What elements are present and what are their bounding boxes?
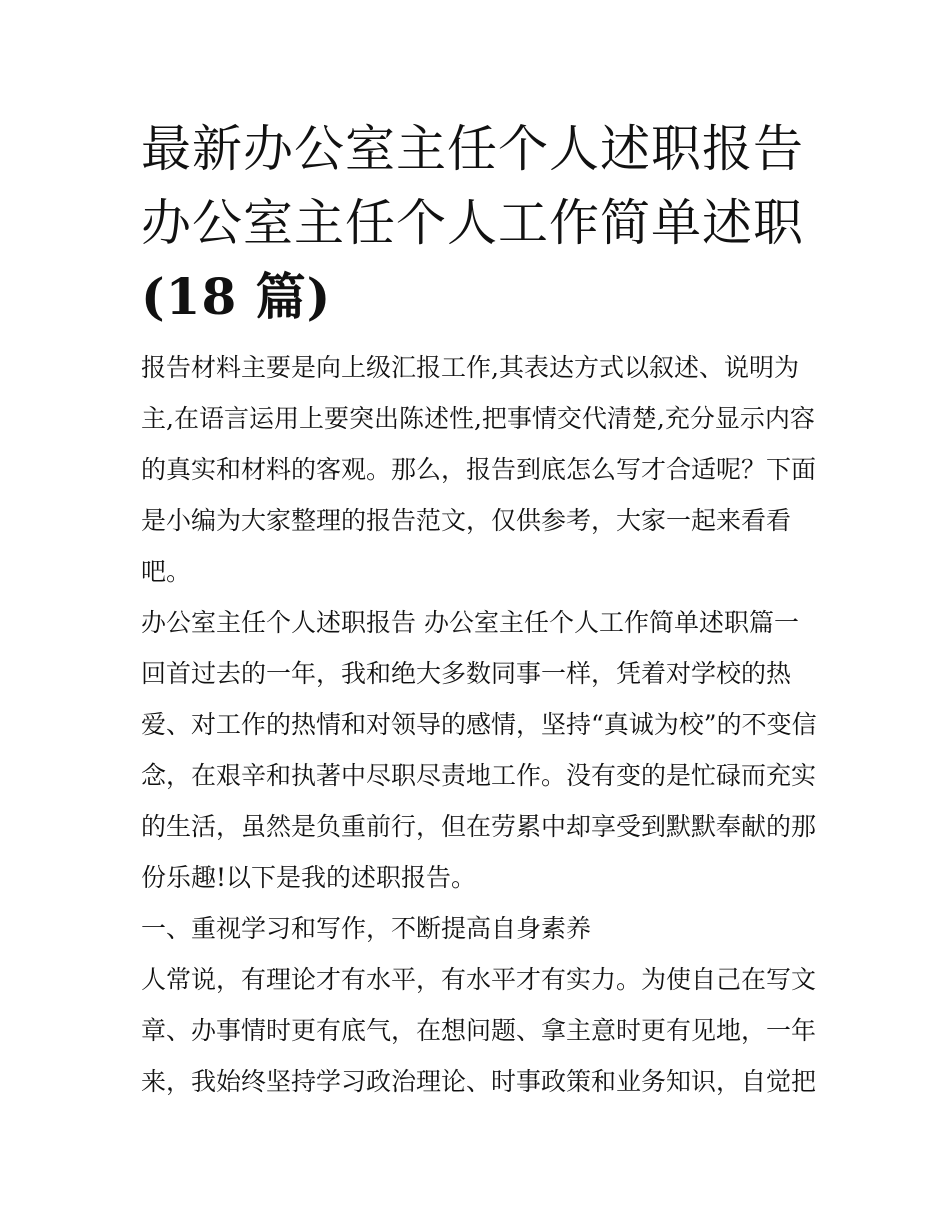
text-line: 主,在语言运用上要突出陈述性,把事情交代清楚,充分显示内容 — [141, 404, 815, 433]
text-line: 的真实和材料的客观。那么，报告到底怎么写才合适呢？下面 — [141, 455, 817, 484]
text-line: 人常说，有理论才有水平，有水平才有实力。为使自己在写文 — [141, 965, 817, 994]
text-line: 一、重视学习和写作，不断提高自身素养 — [141, 914, 592, 943]
body-paragraph — [141, 954, 816, 1107]
body-paragraph — [141, 648, 816, 903]
text-line: 份乐趣!以下是我的述职报告。 — [141, 863, 477, 892]
text-line: 吧。 — [141, 557, 192, 586]
title-line: (18 篇) — [141, 267, 332, 326]
text-line: 报告材料主要是向上级汇报工作,其表达方式以叙述、说明为 — [141, 353, 799, 382]
text-line: 是小编为大家整理的报告范文，仅供参考，大家一起来看看 — [141, 506, 792, 535]
document-title — [141, 112, 816, 334]
title-line: 办公室主任个人工作简单述职 — [141, 194, 804, 252]
section-heading — [141, 597, 816, 648]
text-line: 回首过去的一年，我和绝大多数同事一样，凭着对学校的热 — [141, 659, 792, 688]
text-line: 念，在艰辛和执著中尽职尽责地工作。没有变的是忙碌而充实 — [141, 761, 817, 790]
text-line: 章、办事情时更有底气，在想问题、拿主意时更有见地，一年 — [141, 1016, 817, 1045]
text-line: 的生活，虽然是负重前行，但在劳累中却享受到默默奉献的那 — [141, 812, 817, 841]
subsection-heading — [141, 903, 816, 954]
text-line: 办公室主任个人述职报告 办公室主任个人工作简单述职篇一 — [141, 608, 799, 637]
text-line: 来，我始终坚持学习政治理论、时事政策和业务知识，自觉把 — [141, 1067, 817, 1096]
title-line: 最新办公室主任个人述职报告 — [141, 120, 804, 178]
document-page — [141, 112, 816, 1107]
intro-paragraph — [141, 342, 816, 597]
text-line: 爱、对工作的热情和对领导的感情，坚持“真诚为校”的不变信 — [141, 710, 817, 739]
document-body — [141, 342, 816, 1107]
